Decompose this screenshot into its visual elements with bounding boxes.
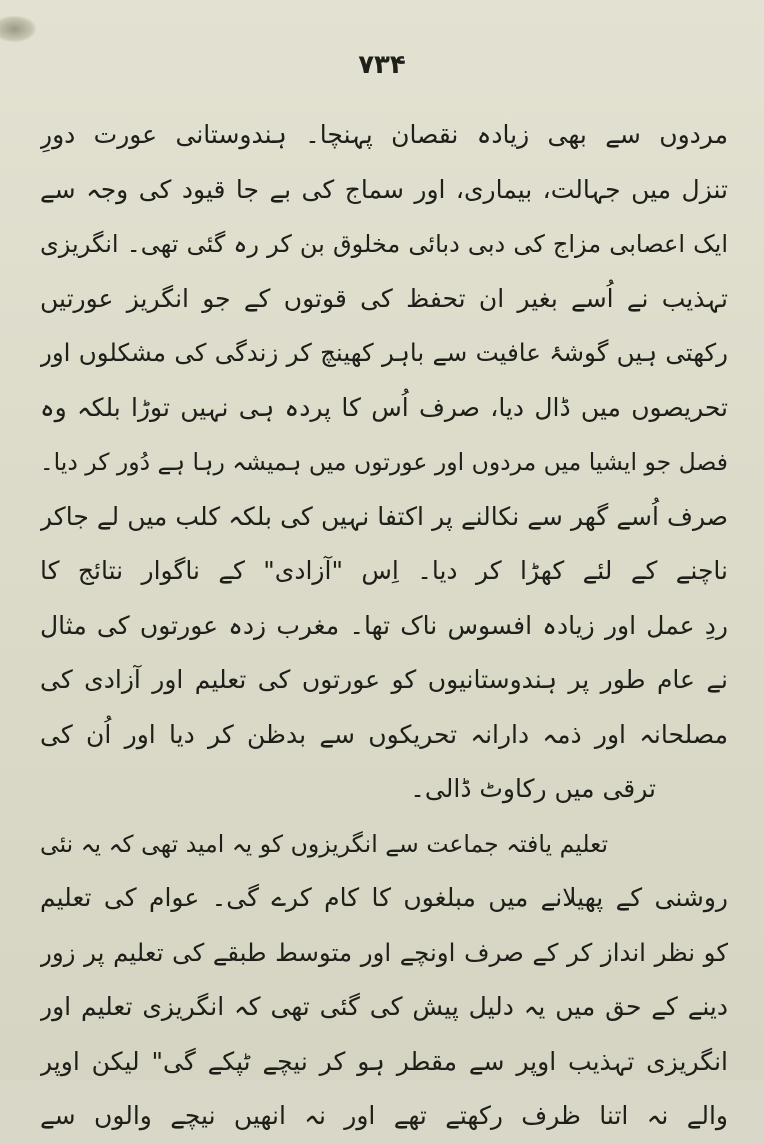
text-line: کو نظر انداز کر کے صرف اونچے اور متوسط طبقے کی تعلیم پر زور (40, 937, 728, 967)
page-number: ۷۳۴ (358, 50, 406, 80)
body-text (40, 108, 728, 1144)
text-line: رکھتی ہیں گوشۂ عافیت سے باہر کھینچ کر زندگی کی مشکلوں اور (40, 338, 728, 367)
text-line: فصل جو ایشیا میں مردوں اور عورتوں میں ہمیشہ رہا ہے دُور کر دیا۔ (40, 448, 728, 476)
text-line: روشنی کے پھیلانے میں مبلغوں کا کام کرے گی۔ عوام کی تعلیم (40, 883, 728, 912)
text-line: تنزل میں جہالت، بیماری، اور سماج کی بے جا قیود کی وجہ سے (40, 174, 728, 204)
text-line: دینے کے حق میں یہ دلیل پیش کی گئی تھی کہ انگریزی تعلیم اور (40, 992, 728, 1021)
text-line: ردِ عمل اور زیادہ افسوس ناک تھا۔ مغرب زدہ عورتوں کی مثال (40, 610, 728, 640)
text-line: مصلحانہ اور ذمہ دارانہ تحریکوں سے بدظن کر دیا اور اُن کی (40, 719, 728, 749)
paragraph-1 (40, 108, 728, 817)
text-line: ناچنے کے لئے کھڑا کر دیا۔ اِس "آزادی" کے ناگوار نتائج کا (40, 556, 728, 585)
text-line: ایک اعصابی مزاج کی دبی دبائی مخلوق بن کر رہ گئی تھی۔ انگریزی (40, 230, 728, 258)
text-line: صرف اُسے گھر سے نکالنے پر اکتفا نہیں کی بلکہ کلب میں لے جاکر (40, 501, 728, 531)
text-line: تہذیب نے اُسے بغیر ان تحفظ کی قوتوں کے جو انگریز عورتیں (40, 283, 728, 313)
text-line: والے نہ اتنا ظرف رکھتے تھے اور نہ انھیں نیچے والوں سے (40, 1101, 728, 1130)
text-line: مردوں سے بھی زیادہ نقصان پہنچا۔ ہندوستانی عورت دورِ (40, 120, 728, 149)
text-line: نے عام طور پر ہندوستانیوں کو عورتوں کی تعلیم اور آزادی کی (40, 665, 728, 694)
paragraph-2 (40, 817, 728, 1144)
text-line: ترقی میں رکاوٹ ڈالی۔ (410, 774, 656, 803)
text-line: تحریصوں میں ڈال دیا، صرف اُس کا پردہ ہی نہیں توڑا بلکہ وہ (40, 392, 728, 422)
text-line: تعلیم یافتہ جماعت سے انگریزوں کو یہ امید تھی کہ یہ نئی (40, 829, 608, 858)
page-corner-stain (0, 16, 36, 42)
text-line: انگریزی تہذیب اوپر سے مقطر ہو کر نیچے ٹپکے گی" لیکن اوپر (40, 1046, 728, 1076)
